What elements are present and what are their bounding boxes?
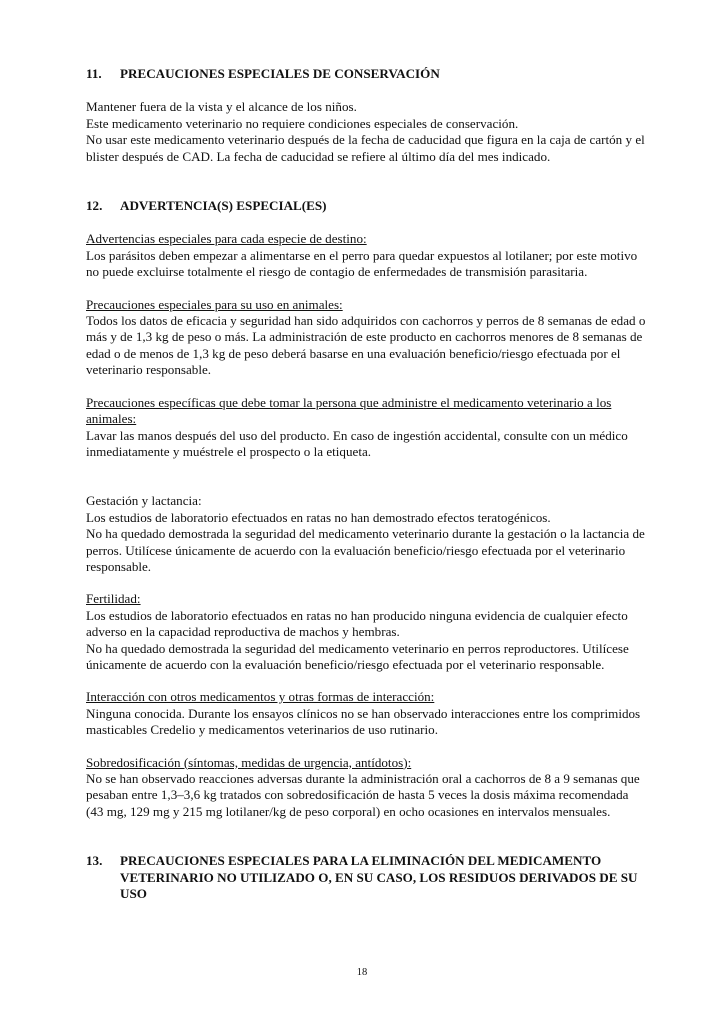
storage-line-1: Mantener fuera de la vista y el alcance de los niños. [86,99,357,115]
document-page [86,66,646,902]
user-precautions-heading: Precauciones específicas que debe tomar la persona que administre el medicamento veterinario a los animales: [86,394,612,427]
section-13-title: PRECAUCIONES ESPECIALES PARA LA ELIMINACIÓN DEL MEDICAMENTO VETERINARIO NO UTILIZADO O, EN SU CASO, LOS RESIDUOS DERIVADOS DE SU USO [120,853,638,902]
interaction-text: Ninguna conocida. Durante los ensayos clínicos no se han observado interacciones entre los comprimidos masticables Credelio y medicamentos veterinarios de uso rutinario. [86,705,641,738]
target-species-text: Los parásitos deben empezar a alimentarse en el perro para quedar expuestos al lotilaner; por este motivo no puede excluirse totalmente el riesgo de contagio de enfermedades de transmisión parasitaria. [86,247,638,280]
fertility-heading: Fertilidad: [86,591,141,607]
user-precautions-text: Lavar las manos después del uso del producto. En caso de ingestión accidental, consulte con un médico inmediatamente y muéstrele el prospecto o la etiqueta. [86,427,628,459]
overdose-text: No se han observado reacciones adversas durante la administración oral a cachorros de 8 a 9 semanas que pesaban entre 1,3–3,6 kg tratados con sobredosificación de hasta 5 veces la dosis máxima recomendada (43 mg, 129 mg y 215 mg lotilaner/kg de peso corporal) en ocho ocasiones en intervalos mensuales. [86,771,640,819]
section-12-heading [86,198,646,214]
storage-line-2: Este medicamento veterinario no requiere condiciones especiales de conservación. [86,115,519,131]
section-11-title: PRECAUCIONES ESPECIALES DE CONSERVACIÓN [120,66,440,81]
fertility-line-2: No ha quedado demostrada la seguridad del medicamento veterinario en perros reproductores. Utilícese únicamente de acuerdo con la evaluación beneficio/riesgo efectuada por el veterinario responsable. [86,640,629,672]
animal-use-heading: Precauciones especiales para su uso en animales: [86,296,343,312]
section-11-heading [86,66,646,82]
page-number: 18 [356,967,368,978]
target-species-heading: Advertencias especiales para cada especie de destino: [86,231,367,247]
overdose-heading: Sobredosificación (síntomas, medidas de urgencia, antídotos): [86,754,412,770]
section-13-heading [86,853,646,902]
pregnancy-line-2: No ha quedado demostrada la seguridad del medicamento veterinario durante la gestación o la lactancia de perros. Utilícese únicamente de acuerdo con la evaluación beneficio/riesgo efectuada por el veterinario responsable. [86,526,645,574]
section-13-number: 13. [86,853,103,869]
section-12-title: ADVERTENCIA(S) ESPECIAL(ES) [120,198,327,214]
section-11-number: 11. [86,66,102,81]
storage-line-3: No usar este medicamento veterinario después de la fecha de caducidad que figura en la caja de cartón y el blister después de CAD. La fecha de caducidad se refiere al último día del mes indicado. [86,132,645,164]
pregnancy-heading: Gestación y lactancia: [86,493,202,509]
fertility-line-1: Los estudios de laboratorio efectuados en ratas no han producido ninguna evidencia de cualquier efecto adverso en la capacidad reproductiva de machos y hembras. [86,607,628,640]
interaction-heading: Interacción con otros medicamentos y otras formas de interacción: [86,689,435,705]
pregnancy-line-1: Los estudios de laboratorio efectuados en ratas no han demostrado efectos teratogénicos. [86,509,551,525]
section-12-number: 12. [86,198,103,214]
animal-use-text: Todos los datos de eficacia y seguridad han sido adquiridos con cachorros y perros de 8 semanas de edad o más y de 1,3 kg de peso o más. La administración de este producto en cachorros menores de 8 semanas de edad o de menos de 1,3 kg de peso deberá basarse en una evaluación beneficio/riesgo efectuada por el veterinario responsable. [86,313,646,378]
